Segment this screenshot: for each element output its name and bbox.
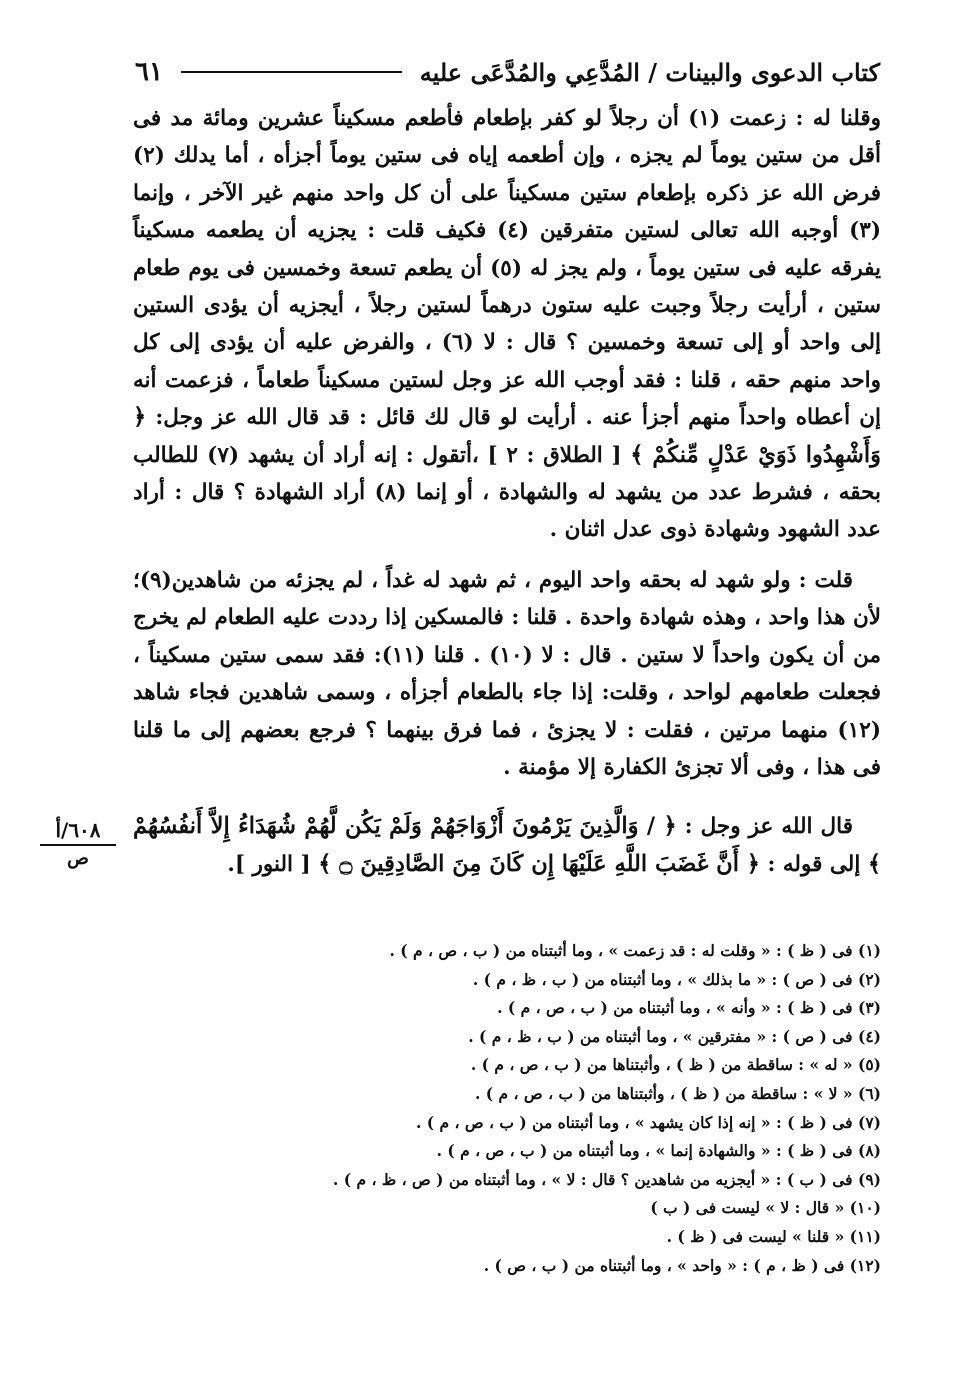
- paragraph-3-mid: إلى قوله :: [767, 851, 861, 877]
- header-rule: [181, 71, 402, 73]
- paragraph-3-start: قال الله عز وجل :: [684, 814, 853, 840]
- footnote: (٢) فى ( ص ) : « ما بذلك » ، وما أثبتناه من ( ب ، ظ ، م ) .: [472, 969, 881, 989]
- paragraph-1-end: [ الطلاق : ٢ ] ،أتقول : إنه أراد أن يشهد (٧) للطالب بحقه ، فشرط عدد من يشهد له والشهادة ، أو إنما (٨) أراد الشهادة ؟ قال : أراد عدد الشهود وشهادة ذوى عدل اثنان .: [133, 442, 881, 543]
- manuscript-margin-note: [40, 818, 116, 869]
- footnote: (٥) « له » : ساقطة من ( ظ ) ، وأثبتناها من ( ب ، ص ، م ) .: [470, 1055, 881, 1075]
- paragraph-1-text: وقلنا له : زعمت (١) أن رجلاً لو كفر بإطعام فأطعم مسكيناً عشرين ومائة مد فى أقل من ستين يوماً لم يجزه ، وإن أطعمه إياه فى ستين يوماً أجزأه ، أما يدلك (٢) فرض الله عز ذكره بإطعام ستين مسكيناً على أن كل واحد منهم غير الآخر ، وإنما (٣) أوجبه الله تعالى لستين متفرقين (٤) فكيف قلت : يجزيه أن يطعمه مسكيناً يفرقه عليه فى ستين يوماً ، ولم يجز له (٥) أن يطعم تسعة وخمسين فى يوم طعام ستين ، أرأيت رجلاً وجبت عليه ستون درهماً لستين رجلاً ، أيجزيه أن يؤدى الستين إلى واحد أو إلى تسعة وخمسين ؟ قال : لا (٦) ، والفرض عليه أن يؤدى إلى كل واحد منهم حقه ، قلنا : فقد أوجب الله عز وجل لستين مسكيناً طعاماً ، فزعمت أنه إن أعطاه واحداً منهم أجزأ عنه . أرأيت لو قال لك قائل : قد قال الله عز وجل:: [133, 106, 881, 431]
- footnotes: [133, 937, 881, 1280]
- footnote: (٦) « لا » : ساقطة من ( ظ ) ، وأثبتناها من ( ب ، ص ، م ) .: [475, 1083, 881, 1103]
- quran-verse: ﴿ أَنَّ غَضَبَ اللَّهِ عَلَيْهَا إِن كَانَ مِنَ الصَّادِقِينَ ۝ ﴾: [318, 850, 760, 877]
- paragraph-3: [133, 808, 881, 883]
- footnote: (١) فى ( ظ ) : « وقلت له : قد زعمت » ، وما أثبتناه من ( ب ، ص ، م ) .: [389, 941, 881, 960]
- footnote: (٧) فى ( ظ ) : « إنه إذا كان يشهد » ، وما أثبتناه من ( ب ، ص ، م ) .: [415, 1112, 881, 1132]
- paragraph-3-end: [ النور ].: [227, 851, 311, 877]
- footnote: (١٠) « قال : لا » ليست فى ( ب ): [650, 1198, 881, 1218]
- footnote: (١١) « قلنا » ليست فى ( ظ ) .: [666, 1226, 881, 1246]
- page-header: [135, 52, 880, 92]
- page-number: ٦١: [135, 57, 163, 87]
- footnote: (٩) فى ( ب ) : « أيجزيه من شاهدين ؟ قال : لا » ، وما أثبتناه من ( ص ، ظ ، م ) .: [332, 1169, 881, 1189]
- quran-verse: ﴿ / وَالَّذِينَ يَرْمُونَ أَزْوَاجَهُمْ وَلَمْ يَكُن لَّهُمْ شُهَدَاءُ إِلاَّ أَنفُسُهُمْ ﴾: [133, 813, 881, 877]
- paragraph-1: [133, 100, 881, 549]
- paragraph-2: قلت : ولو شهد له بحقه واحد اليوم ، ثم شهد له غداً ، لم يجزئه من شاهدين(٩)؛ لأن هذا واحد ، وهذه شهادة واحدة . قلنا : فالمسكين إذا رددت عليه الطعام لم يخرج من أن يكون واحداً لا ستين . قال : لا (١٠) . قلنا (١١): فقد سمى ستين مسكيناً ، فجعلت طعامهم لواحد ، وقلت: إذا جاء بالطعام أجزأه ، وسمى شاهدين فجاء شاهد (١٢) منهما مرتين ، فقلت : لا يجزئ ، فما فرق بينهما ؟ فرجع بعضهم إلى ما قلنا فى هذا ، وفى ألا تجزئ الكفارة إلا مؤمنة .: [133, 567, 881, 780]
- footnote: (٣) فى ( ظ ) : « وأنه » ، وما أثبتناه من ( ب ، ص ، م ) .: [497, 998, 881, 1018]
- running-title: كتاب الدعوى والبينات / المُدَّعِي والمُدَّعَى عليه: [419, 57, 880, 87]
- footnote: (١٢) فى ( ظ ، م ) : « واحد » ، وما أثبتناه من ( ب ، ص ) .: [483, 1255, 881, 1275]
- folio-reference: ٦٠٨/أ: [40, 818, 116, 846]
- quran-verse: ﴿ وَأَشْهِدُوا ذَوَيْ عَدْلٍ مِّنكُمْ ﴾: [133, 404, 881, 468]
- footnote: (٨) فى ( ظ ) : « والشهادة إنما » ، وما أثبتناه من ( ب ، ص ، م ) .: [436, 1141, 881, 1161]
- footnote: (٤) فى ( ص ) : « مفترقين » ، وما أثبتناه من ( ب ، ظ ، م ) .: [468, 1026, 881, 1046]
- main-text: [133, 100, 881, 883]
- manuscript-siglum: ص: [67, 848, 89, 869]
